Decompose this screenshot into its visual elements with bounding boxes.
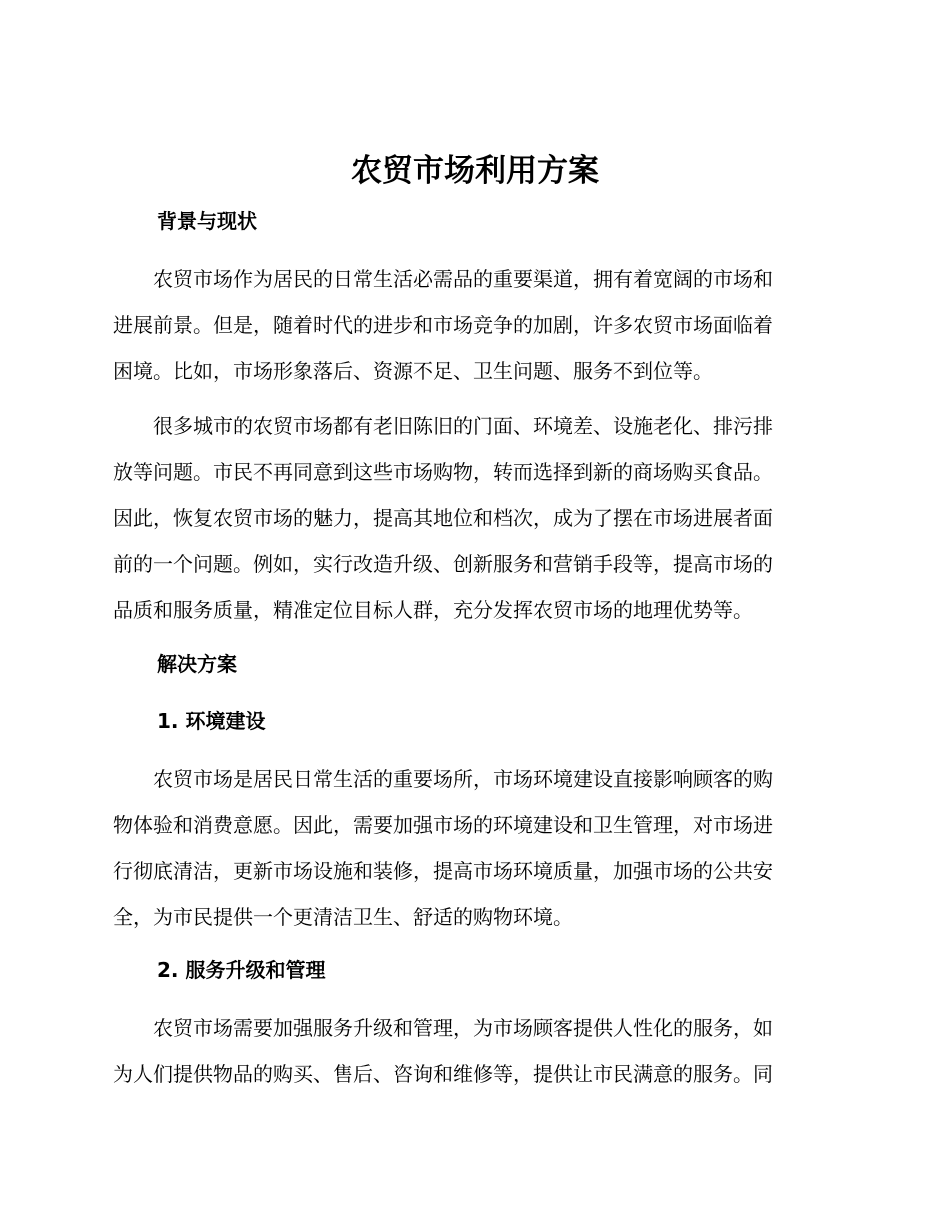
paragraph-environment: [113, 756, 837, 940]
text-line: 放等问题。市民不再同意到这些市场购物，转而选择到新的商场购买食品。: [113, 460, 773, 484]
text-line: 因此，恢复农贸市场的魅力，提高其地位和档次，成为了摆在市场进展者面: [113, 506, 773, 530]
text-line: 很多城市的农贸市场都有老旧陈旧的门面、环境差、设施老化、排污排: [113, 414, 773, 438]
paragraph-service: [113, 1005, 837, 1097]
text-line: 行彻底清洁，更新市场设施和装修，提高市场环境质量，加强市场的公共安: [113, 859, 773, 883]
paragraph-background-1: [113, 256, 837, 394]
text-line: 农贸市场是居民日常生活的重要场所，市场环境建设直接影响顾客的购: [113, 767, 773, 791]
document-title: 农贸市场利用方案: [351, 153, 599, 189]
section-heading-solution: 解决方案: [157, 652, 237, 676]
subsection-heading-service: 2. 服务升级和管理: [157, 958, 326, 982]
text-line: 前的一个问题。例如，实行改造升级、创新服务和营销手段等，提高市场的: [113, 552, 773, 576]
section-heading-background: 背景与现状: [157, 209, 257, 233]
subsection-heading-environment: 1. 环境建设: [157, 709, 266, 733]
text-line: 农贸市场需要加强服务升级和管理，为市场顾客提供人性化的服务，如: [113, 1016, 773, 1040]
text-line: 物体验和消费意愿。因此，需要加强市场的环境建设和卫生管理，对市场进: [113, 813, 773, 837]
text-line: 进展前景。但是，随着时代的进步和市场竞争的加剧，许多农贸市场面临着: [113, 313, 773, 337]
paragraph-background-2: [113, 403, 837, 633]
text-line: 为人们提供物品的购买、售后、咨询和维修等，提供让市民满意的服务。同: [113, 1062, 773, 1086]
text-line: 困境。比如，市场形象落后、资源不足、卫生问题、服务不到位等。: [113, 359, 713, 383]
text-line: 全，为市民提供一个更清洁卫生、舒适的购物环境。: [113, 905, 573, 929]
text-line: 品质和服务质量，精准定位目标人群，充分发挥农贸市场的地理优势等。: [113, 598, 753, 622]
text-line: 农贸市场作为居民的日常生活必需品的重要渠道，拥有着宽阔的市场和: [113, 267, 773, 291]
